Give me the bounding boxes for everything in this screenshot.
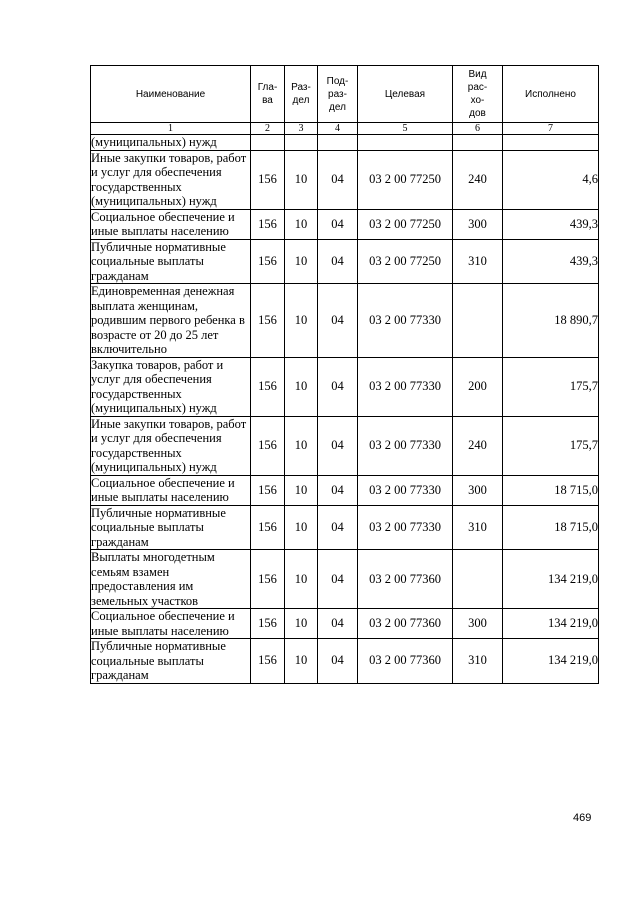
header-podrazdel: Под- раз- дел <box>318 66 358 123</box>
table-row <box>91 239 599 284</box>
row-executed: 175,7 <box>503 416 599 475</box>
table-row <box>91 284 599 358</box>
table-body <box>91 135 599 684</box>
table-row <box>91 416 599 475</box>
row-name: Социальное обеспечение и иные выплаты населению <box>91 475 251 505</box>
header-row <box>91 66 599 123</box>
column-number: 3 <box>285 123 318 135</box>
row-target: 03 2 00 77250 <box>358 239 453 284</box>
table-row <box>91 609 599 639</box>
row-vid: 300 <box>453 475 503 505</box>
row-name: Социальное обеспечение и иные выплаты населению <box>91 609 251 639</box>
row-name: Закупка товаров, работ и услуг для обеспечения государственных (муниципальных) нужд <box>91 357 251 416</box>
row-podrazdel: 04 <box>318 505 358 550</box>
header-vid: Вид рас- хо- дов <box>453 66 503 123</box>
table-row <box>91 209 599 239</box>
row-podrazdel: 04 <box>318 209 358 239</box>
table-row <box>91 505 599 550</box>
row-target: 03 2 00 77250 <box>358 150 453 209</box>
row-vid <box>453 284 503 358</box>
row-razdel: 10 <box>285 150 318 209</box>
row-vid: 240 <box>453 416 503 475</box>
header-glava: Гла- ва <box>251 66 285 123</box>
row-podrazdel: 04 <box>318 150 358 209</box>
row-executed: 134 219,0 <box>503 609 599 639</box>
column-number: 5 <box>358 123 453 135</box>
row-razdel <box>285 135 318 151</box>
column-number: 2 <box>251 123 285 135</box>
row-executed: 175,7 <box>503 357 599 416</box>
row-podrazdel: 04 <box>318 609 358 639</box>
row-name: Единовременная денежная выплата женщинам, родившим первого ребенка в возрасте от 20 до 25 лет включительно <box>91 284 251 358</box>
row-vid: 300 <box>453 209 503 239</box>
row-vid: 310 <box>453 505 503 550</box>
row-podrazdel <box>318 135 358 151</box>
row-vid: 310 <box>453 639 503 684</box>
row-glava: 156 <box>251 639 285 684</box>
row-vid <box>453 135 503 151</box>
row-glava: 156 <box>251 357 285 416</box>
row-razdel: 10 <box>285 209 318 239</box>
row-executed: 4,6 <box>503 150 599 209</box>
row-glava: 156 <box>251 284 285 358</box>
page-number: 469 <box>573 812 592 824</box>
row-target <box>358 135 453 151</box>
table-row <box>91 135 599 151</box>
row-glava: 156 <box>251 475 285 505</box>
table-row <box>91 550 599 609</box>
row-target: 03 2 00 77330 <box>358 416 453 475</box>
row-target: 03 2 00 77330 <box>358 505 453 550</box>
row-target: 03 2 00 77360 <box>358 550 453 609</box>
row-podrazdel: 04 <box>318 475 358 505</box>
row-executed: 439,3 <box>503 209 599 239</box>
row-vid: 240 <box>453 150 503 209</box>
budget-table <box>90 65 599 684</box>
row-glava: 156 <box>251 550 285 609</box>
row-razdel: 10 <box>285 550 318 609</box>
row-executed <box>503 135 599 151</box>
row-target: 03 2 00 77360 <box>358 609 453 639</box>
row-razdel: 10 <box>285 639 318 684</box>
column-number-row <box>91 123 599 135</box>
row-executed: 18 715,0 <box>503 505 599 550</box>
column-number: 1 <box>91 123 251 135</box>
column-number: 6 <box>453 123 503 135</box>
header-name: Наименование <box>91 66 251 123</box>
header-razdel: Раз- дел <box>285 66 318 123</box>
row-glava: 156 <box>251 209 285 239</box>
row-podrazdel: 04 <box>318 239 358 284</box>
row-glava: 156 <box>251 609 285 639</box>
row-target: 03 2 00 77330 <box>358 357 453 416</box>
header-executed: Исполнено <box>503 66 599 123</box>
row-razdel: 10 <box>285 239 318 284</box>
row-target: 03 2 00 77360 <box>358 639 453 684</box>
row-glava: 156 <box>251 416 285 475</box>
row-podrazdel: 04 <box>318 284 358 358</box>
row-glava: 156 <box>251 150 285 209</box>
header-target: Целевая <box>358 66 453 123</box>
row-name: Публичные нормативные социальные выплаты гражданам <box>91 505 251 550</box>
column-number: 4 <box>318 123 358 135</box>
row-razdel: 10 <box>285 609 318 639</box>
row-name: Публичные нормативные социальные выплаты гражданам <box>91 239 251 284</box>
row-name: Социальное обеспечение и иные выплаты населению <box>91 209 251 239</box>
row-name: Иные закупки товаров, работ и услуг для обеспечения государственных (муниципальных) нужд <box>91 416 251 475</box>
row-vid: 300 <box>453 609 503 639</box>
row-glava: 156 <box>251 239 285 284</box>
row-executed: 134 219,0 <box>503 639 599 684</box>
row-name: Иные закупки товаров, работ и услуг для обеспечения государственных (муниципальных) нужд <box>91 150 251 209</box>
row-razdel: 10 <box>285 357 318 416</box>
table-row <box>91 475 599 505</box>
row-glava: 156 <box>251 505 285 550</box>
row-name: (муниципальных) нужд <box>91 135 251 151</box>
row-vid: 200 <box>453 357 503 416</box>
row-name: Выплаты многодетным семьям взамен предоставления им земельных участков <box>91 550 251 609</box>
row-razdel: 10 <box>285 505 318 550</box>
row-podrazdel: 04 <box>318 550 358 609</box>
row-podrazdel: 04 <box>318 639 358 684</box>
row-razdel: 10 <box>285 416 318 475</box>
table-row <box>91 357 599 416</box>
row-vid <box>453 550 503 609</box>
table-row <box>91 639 599 684</box>
row-target: 03 2 00 77330 <box>358 475 453 505</box>
row-glava <box>251 135 285 151</box>
row-target: 03 2 00 77330 <box>358 284 453 358</box>
row-executed: 439,3 <box>503 239 599 284</box>
row-executed: 18 715,0 <box>503 475 599 505</box>
row-razdel: 10 <box>285 475 318 505</box>
row-target: 03 2 00 77250 <box>358 209 453 239</box>
row-executed: 134 219,0 <box>503 550 599 609</box>
table-row <box>91 150 599 209</box>
row-vid: 310 <box>453 239 503 284</box>
column-number: 7 <box>503 123 599 135</box>
row-executed: 18 890,7 <box>503 284 599 358</box>
row-podrazdel: 04 <box>318 357 358 416</box>
row-name: Публичные нормативные социальные выплаты гражданам <box>91 639 251 684</box>
row-razdel: 10 <box>285 284 318 358</box>
row-podrazdel: 04 <box>318 416 358 475</box>
